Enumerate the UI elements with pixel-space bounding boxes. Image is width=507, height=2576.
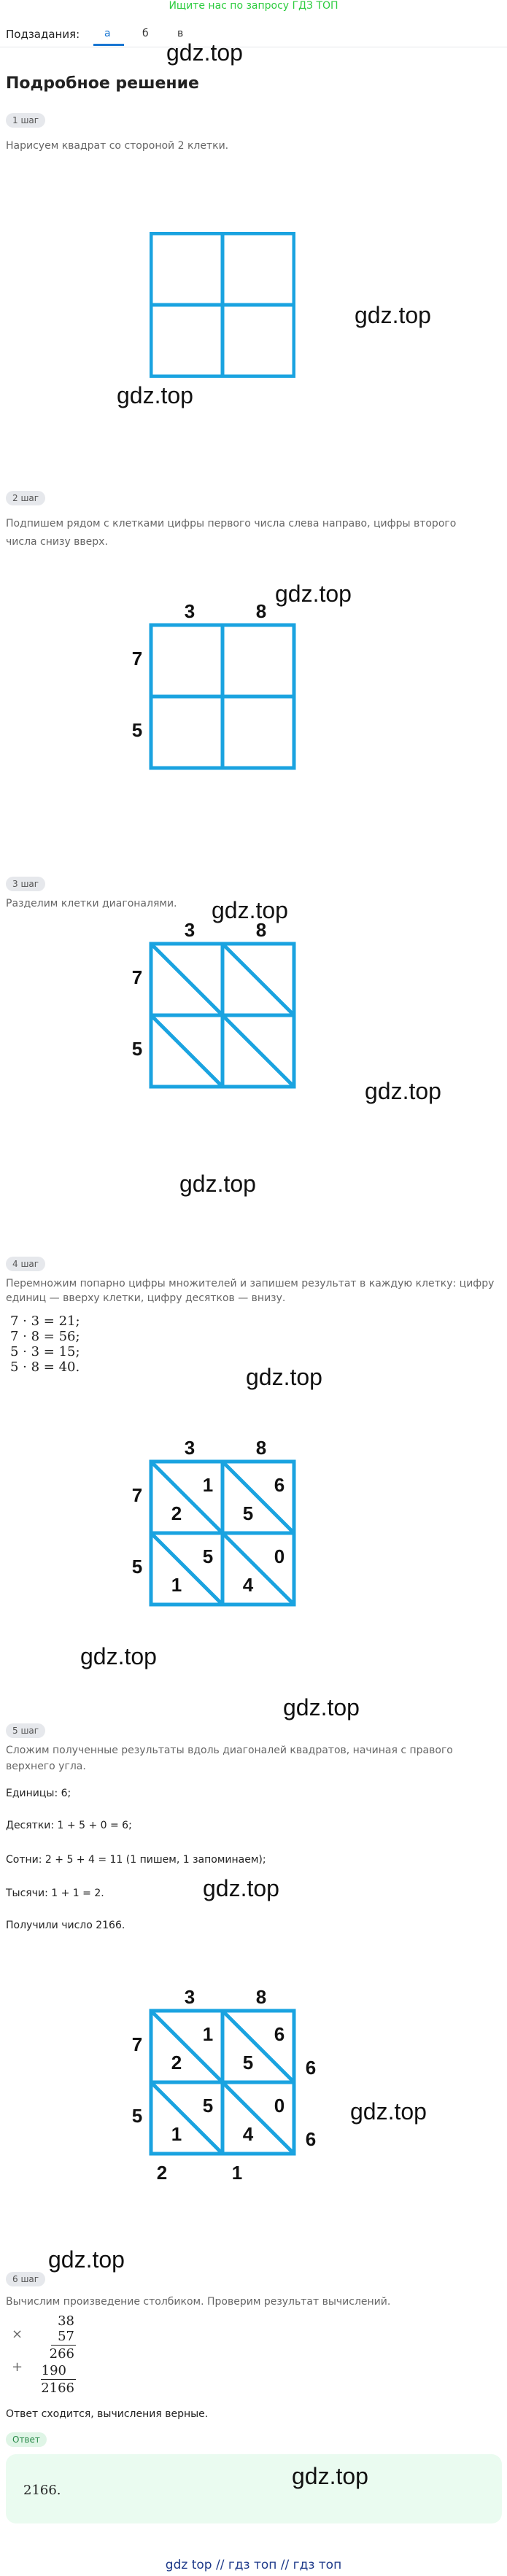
top-digit: 3 [184, 1986, 196, 2008]
step-5-text-line-1: Сложим полученные результаты вдоль диагоналей квадратов, начиная с правого [6, 1745, 453, 1756]
cell-digit: 0 [274, 1545, 285, 1567]
grid-step-3 [124, 917, 314, 1106]
watermark: gdz.top [275, 581, 352, 607]
left-digit: 5 [131, 719, 143, 741]
left-digit: 5 [131, 1038, 143, 1060]
step-5-line: Тысячи: 1 + 1 = 2. [6, 1888, 104, 1899]
plus-sign: + [12, 2359, 23, 2375]
cell-digit: 6 [274, 1474, 285, 1496]
diagonal [222, 2011, 294, 2082]
bottom-sum: 1 [231, 2162, 243, 2184]
right-sum: 6 [305, 2128, 317, 2150]
left-digit: 7 [131, 2033, 143, 2055]
cell-digit: 1 [202, 1474, 214, 1496]
cell-digit: 1 [171, 2123, 182, 2145]
grid-step-1 [150, 232, 295, 378]
diagonal [151, 944, 222, 1015]
cell-digit: 5 [242, 2052, 254, 2073]
answer-chip: Ответ [6, 2432, 47, 2447]
equation: 7 · 8 = 56; [10, 1329, 80, 1344]
cell-digit: 4 [242, 1574, 254, 1596]
watermark: gdz.top [179, 1171, 256, 1197]
diagonal [222, 944, 294, 1015]
step-2-chip: 2 шаг [6, 491, 45, 505]
column-rule [51, 2345, 76, 2346]
top-digit: 3 [184, 1437, 196, 1459]
answer-value: 2166. [23, 2483, 61, 2498]
step-6-chip: 6 шаг [6, 2272, 45, 2286]
column-rule [41, 2379, 76, 2380]
tab-a[interactable]: а [104, 28, 111, 39]
step-5-line: Сотни: 2 + 5 + 4 = 11 (1 пишем, 1 запоминаем); [6, 1854, 266, 1866]
step-6-conclusion: Ответ сходится, вычисления верные. [6, 2408, 209, 2420]
top-digit: 3 [184, 600, 196, 622]
diagonal [222, 1533, 294, 1605]
cell-digit: 4 [242, 2123, 254, 2145]
diagonal [222, 2082, 294, 2154]
step-5-text-line-2: верхнего угла. [6, 1761, 86, 1772]
watermark: gdz.top [292, 2463, 368, 2489]
diagonal [151, 1533, 222, 1605]
watermark: gdz.top [246, 1364, 322, 1390]
cell-digit: 1 [171, 1574, 182, 1596]
top-digit: 8 [255, 600, 267, 622]
watermark: gdz.top [283, 1694, 360, 1720]
diagonal [222, 1015, 294, 1087]
column-partial: 266 [49, 2346, 74, 2362]
step-3-chip: 3 шаг [6, 877, 45, 891]
diagonal [151, 1462, 222, 1533]
grid-step-4 [124, 1435, 314, 1624]
step-5-line: Единицы: 6; [6, 1788, 71, 1799]
left-digit: 5 [131, 1556, 143, 1578]
watermark: gdz.top [48, 2246, 125, 2273]
cell-digit: 0 [274, 2095, 285, 2117]
top-digit: 3 [184, 919, 196, 941]
search-banner: Ищите нас по запросу ГДЗ ТОП [169, 0, 338, 12]
left-digit: 7 [131, 648, 143, 670]
diagonal [151, 2011, 222, 2082]
column-partial: 190 [41, 2363, 66, 2378]
step-6-text: Вычислим произведение столбиком. Проверим результат вычислений. [6, 2296, 391, 2308]
watermark: gdz.top [365, 1078, 441, 1104]
top-digit: 8 [255, 1437, 267, 1459]
top-digit: 8 [255, 1986, 267, 2008]
right-sum: 6 [305, 2057, 317, 2079]
grid-step-5 [124, 1984, 336, 2203]
cell-digit: 6 [274, 2023, 285, 2045]
diagonal [222, 1462, 294, 1533]
column-operand: 57 [58, 2329, 74, 2344]
step-3-text: Разделим клетки диагоналями. [6, 898, 177, 909]
cell-digit: 5 [242, 1502, 254, 1524]
grid-step-2 [124, 598, 314, 788]
page-title: Подробное решение [6, 74, 199, 93]
times-sign: × [12, 2327, 23, 2342]
step-4-chip: 4 шаг [6, 1257, 45, 1271]
left-digit: 7 [131, 1484, 143, 1506]
cell-digit: 5 [202, 2095, 214, 2117]
step-1-text: Нарисуем квадрат со стороной 2 клетки. [6, 140, 229, 152]
bottom-sum: 2 [156, 2162, 168, 2184]
left-digit: 7 [131, 966, 143, 988]
column-operand: 38 [58, 2313, 74, 2329]
diagonal [151, 1015, 222, 1087]
cell-digit: 5 [202, 1545, 214, 1567]
equation: 5 · 3 = 15; [10, 1344, 80, 1359]
answer-box [6, 2454, 502, 2523]
step-5-line: Получили число 2166. [6, 1920, 125, 1931]
step-2-text-line-1: Подпишем рядом с клетками цифры первого числа слева направо, цифры второго [6, 518, 457, 529]
watermark: gdz.top [166, 39, 243, 66]
cell-digit: 2 [171, 2052, 182, 2073]
watermark: gdz.top [80, 1643, 157, 1669]
top-digit: 8 [255, 919, 267, 941]
watermark: gdz.top [212, 897, 288, 923]
tab-b[interactable]: б [142, 28, 149, 39]
cell-digit: 1 [202, 2023, 214, 2045]
column-result: 2166 [41, 2381, 74, 2396]
step-4-text-line-1: Перемножим попарно цифры множителей и запишем результат в каждую клетку: цифру [6, 1278, 495, 1289]
step-5-line: Десятки: 1 + 5 + 0 = 6; [6, 1820, 132, 1831]
watermark: gdz.top [350, 2098, 427, 2125]
equation: 5 · 8 = 40. [10, 1359, 80, 1375]
step-5-chip: 5 шаг [6, 1723, 45, 1738]
tab-v[interactable]: в [177, 28, 184, 39]
diagonal [151, 2082, 222, 2154]
watermark: gdz.top [203, 1875, 279, 1901]
active-tab-indicator [93, 44, 124, 46]
cell-digit: 2 [171, 1502, 182, 1524]
equation: 7 · 3 = 21; [10, 1314, 80, 1329]
step-1-chip: 1 шаг [6, 113, 45, 128]
footer-links[interactable]: gdz top // гдз топ // гдз топ [165, 2558, 342, 2572]
step-2-text-line-2: числа снизу вверх. [6, 536, 108, 548]
subtasks-label: Подзадания: [6, 28, 80, 41]
step-4-text-line-2: единиц — вверху клетки, цифру десятков — внизу. [6, 1292, 286, 1304]
left-digit: 5 [131, 2105, 143, 2127]
watermark: gdz.top [355, 302, 431, 328]
watermark: gdz.top [117, 382, 193, 408]
